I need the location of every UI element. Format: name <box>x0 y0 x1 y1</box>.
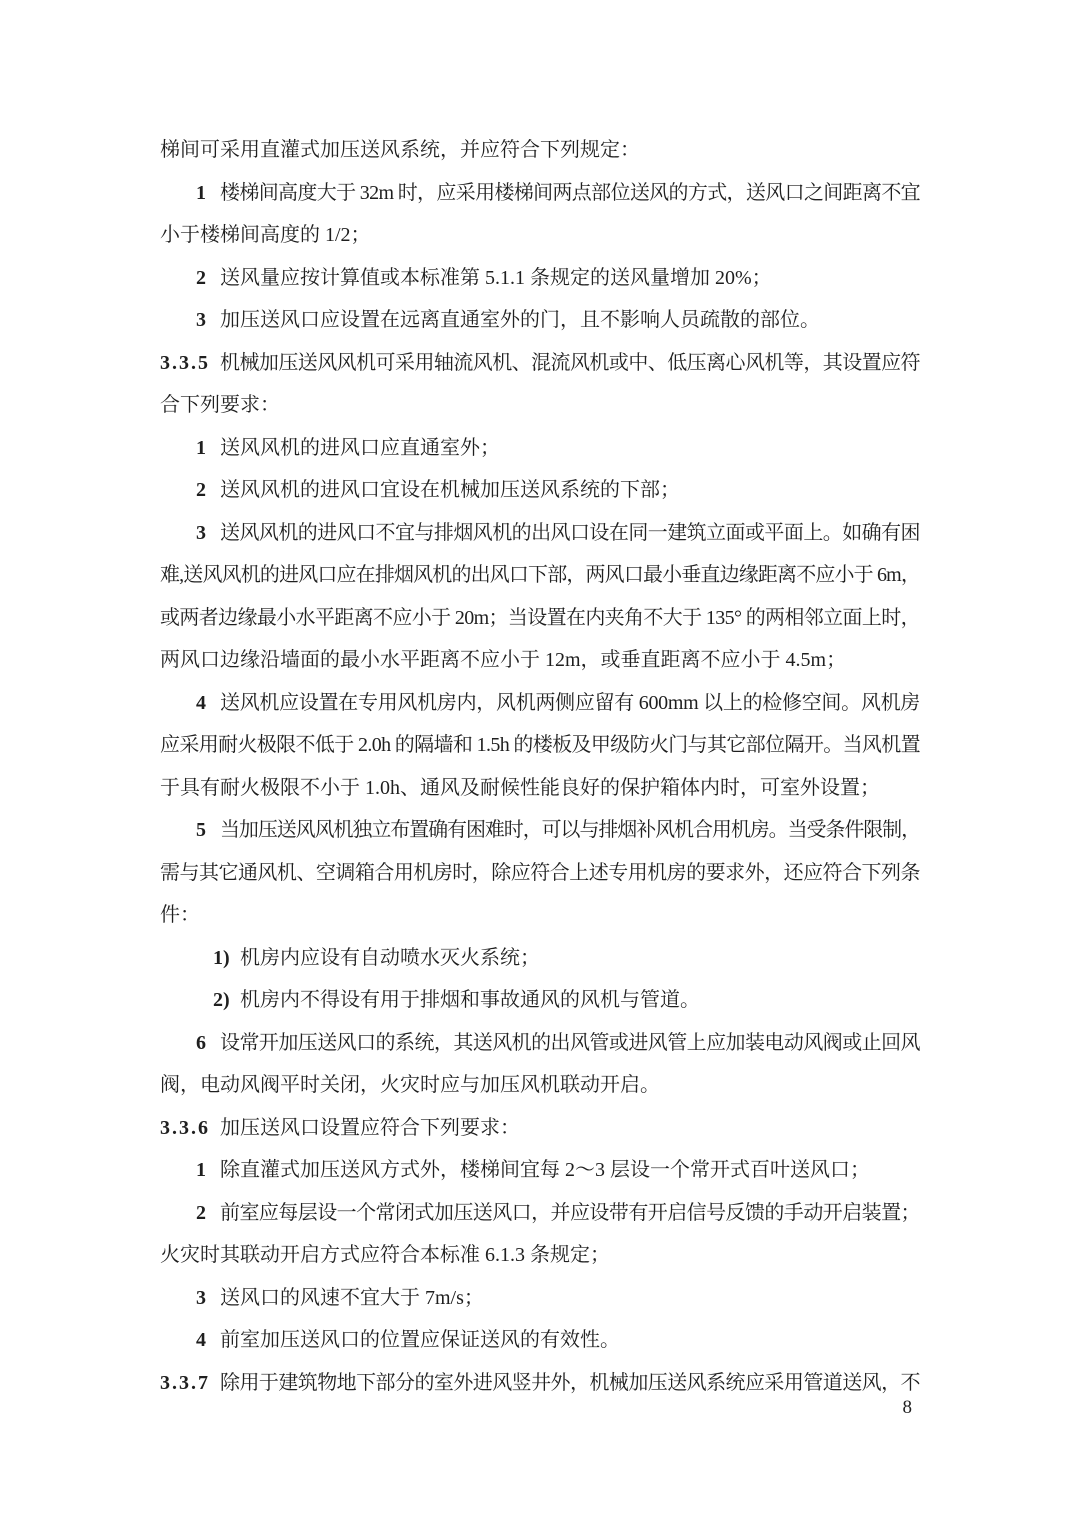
section-clause-line <box>160 342 920 385</box>
text-line <box>160 512 920 555</box>
line-text: 楼梯间高度大于 32m 时，应采用楼梯间两点部位送风的方式，送风口之间距离不宜 <box>220 181 921 204</box>
text-line <box>160 172 920 215</box>
text-line <box>160 724 920 767</box>
line-text: 送风风机的进风口应直通室外； <box>220 436 500 459</box>
text-line <box>160 1319 920 1362</box>
clause-number: 3 <box>196 1286 206 1309</box>
text-line <box>160 1022 920 1065</box>
clause-number: 3.3.7 <box>160 1371 210 1394</box>
clause-number: 6 <box>196 1031 206 1054</box>
line-text: 设常开加压送风口的系统，其送风机的出风管或进风管上应加装电动风阀或止回风 <box>220 1031 920 1054</box>
clause-number: 4 <box>196 691 206 714</box>
line-text: 阀，电动风阀平时关闭，火灾时应与加压风机联动开启。 <box>160 1074 660 1096</box>
line-text: 送风机应设置在专用风机房内，风机两侧应留有 600mm 以上的检修空间。风机房 <box>220 691 920 714</box>
line-text: 送风风机的进风口不宜与排烟风机的出风口设在同一建筑立面或平面上。如确有困 <box>220 521 920 544</box>
text-line <box>160 894 920 937</box>
line-text: 除用于建筑物地下部分的室外进风竖井外，机械加压送风系统应采用管道送风，不 <box>220 1371 920 1394</box>
line-text: 机房内不得设有用于排烟和事故通风的风机与管道。 <box>240 989 700 1011</box>
clause-number: 1) <box>213 946 230 969</box>
text-line <box>160 639 920 682</box>
clause-number: 2 <box>196 266 206 289</box>
line-text: 难,送风风机的进风口应在排烟风机的出风口下部，两风口最小垂直边缘距离不应小于 6m， <box>160 564 920 586</box>
text-line <box>160 554 920 597</box>
line-text: 机械加压送风风机可采用轴流风机、混流风机或中、低压离心风机等，其设置应符 <box>220 351 920 374</box>
text-line <box>160 1064 920 1107</box>
line-text: 两风口边缘沿墙面的最小水平距离不应小于 12m，或垂直距离不应小于 4.5m； <box>160 649 847 671</box>
line-text: 加压送风口设置应符合下列要求： <box>220 1116 520 1139</box>
clause-number: 1 <box>196 181 206 204</box>
line-text: 送风量应按计算值或本标准第 5.1.1 条规定的送风量增加 20%； <box>220 266 772 289</box>
line-text: 应采用耐火极限不低于 2.0h 的隔墙和 1.5h 的楼板及甲级防火门与其它部位隔开。当风机置 <box>160 734 921 756</box>
line-text: 除直灌式加压送风方式外，楼梯间宜每 2～3 层设一个常开式百叶送风口； <box>220 1159 870 1181</box>
text-line <box>160 852 920 895</box>
clause-number: 3.3.5 <box>160 351 210 374</box>
line-text: 小于楼梯间高度的 1/2； <box>160 224 371 246</box>
line-text: 或两者边缘最小水平距离不应小于 20m；当设置在内夹角不大于 135° 的两相邻立面上时， <box>160 606 920 629</box>
line-text: 加压送风口应设置在远离直通室外的门，且不影响人员疏散的部位。 <box>220 309 820 331</box>
clause-number: 4 <box>196 1329 206 1351</box>
text-line <box>160 129 920 172</box>
clause-number: 2) <box>213 989 230 1011</box>
text-line <box>160 214 920 257</box>
clause-number: 2 <box>196 479 206 501</box>
text-line <box>160 682 920 725</box>
document-body <box>160 129 920 1404</box>
clause-number: 2 <box>196 1201 206 1224</box>
text-line <box>160 1149 920 1192</box>
text-line <box>160 937 920 980</box>
clause-number: 5 <box>196 819 206 841</box>
line-text: 当加压送风风机独立布置确有困难时，可以与排烟补风机合用机房。当受条件限制， <box>220 819 921 841</box>
text-line <box>160 809 920 852</box>
text-line <box>160 979 920 1022</box>
text-line <box>160 597 920 640</box>
clause-number: 3 <box>196 521 206 544</box>
line-text: 送风口的风速不宜大于 7m/s； <box>220 1286 484 1309</box>
text-line <box>160 299 920 342</box>
page-number: 8 <box>902 1397 912 1418</box>
section-clause-line <box>160 1107 920 1150</box>
line-text: 于具有耐火极限不小于 1.0h、通风及耐候性能良好的保护箱体内时，可室外设置； <box>160 776 880 799</box>
line-text: 需与其它通风机、空调箱合用机房时，除应符合上述专用机房的要求外，还应符合下列条 <box>160 861 920 884</box>
line-text: 机房内应设有自动喷水灭火系统； <box>240 946 540 969</box>
line-text: 火灾时其联动开启方式应符合本标准 6.1.3 条规定； <box>160 1244 610 1266</box>
clause-number: 3.3.6 <box>160 1116 210 1139</box>
line-text: 前室应每层设一个常闭式加压送风口，并应设带有开启信号反馈的手动开启装置； <box>220 1201 920 1224</box>
text-line <box>160 257 920 300</box>
clause-number: 1 <box>196 1159 206 1181</box>
text-line <box>160 1192 920 1235</box>
text-line <box>160 767 920 810</box>
clause-number: 1 <box>196 436 206 459</box>
line-text: 梯间可采用直灌式加压送风系统，并应符合下列规定： <box>160 139 640 161</box>
line-text: 前室加压送风口的位置应保证送风的有效性。 <box>220 1329 620 1351</box>
text-line <box>160 1277 920 1320</box>
line-text: 件： <box>160 904 200 926</box>
text-line <box>160 427 920 470</box>
text-line <box>160 1234 920 1277</box>
text-line <box>160 469 920 512</box>
clause-number: 3 <box>196 309 206 331</box>
text-line <box>160 384 920 427</box>
line-text: 合下列要求： <box>160 394 280 416</box>
line-text: 送风风机的进风口宜设在机械加压送风系统的下部； <box>220 479 680 501</box>
